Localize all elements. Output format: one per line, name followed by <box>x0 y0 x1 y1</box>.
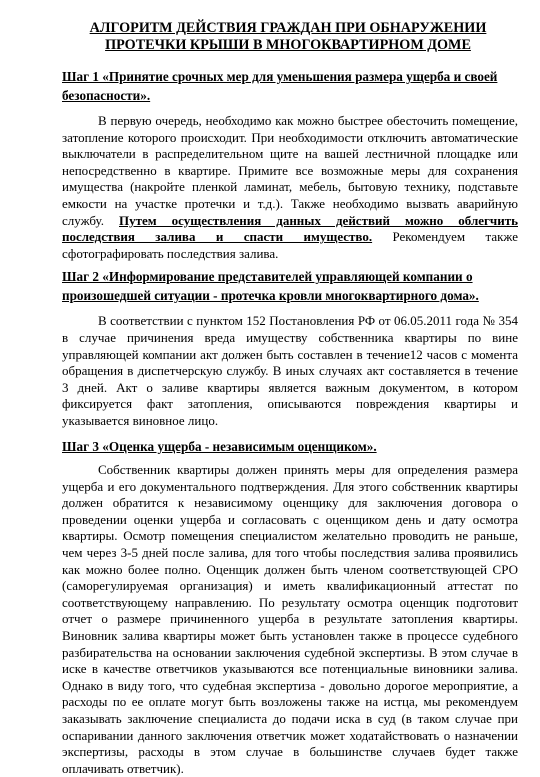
step-3-paragraph: Собственник квартиры должен принять меры для определения размера ущерба и его документального подтверждения. Для этого собственник квартиры должен обратится к независимому оценщику для заключения договора о проведении оценки ущерба и согласовать с оценщиком день и дату осмотра квартиры. Осмотр помещения специалистом желательно проводить не раньше, чем через 3-5 дней после залива, для того чтобы последствия залива проявились как можно более полно. Оценщик должен быть членом соответствующей СРО (саморегулируемая организация) и иметь квалификационный аттестат по соответствующему направлению. По результату осмотра оценщик подготовит отчет о размере причиненного ущерба в результате затопления квартиры. Виновник залива квартиры может быть установлен также в процессе судебного разбирательства на основании заключения судебной экспертизы. В этом случае в иске в качестве ответчиков указываются все потенциальные виновники залива. Однако в виду того, что судебная экспертиза - довольно дорогое мероприятие, а расходы по ее оплате могут быть возложены также на истца, мы рекомендуем заказывать заключение специалиста до подачи иска в суд (в таком случае при оспаривании данного заключения ответчик может ходатайствовать о назначении экспертизы, расходы в этом случае в большинстве случаев будет также оплачивать ответчик). <box>62 462 518 776</box>
title-line-1: АЛГОРИТМ ДЕЙСТВИЯ ГРАЖДАН ПРИ ОБНАРУЖЕНИИ <box>89 20 487 36</box>
title-line-2: ПРОТЕЧКИ КРЫШИ В МНОГОКВАРТИРНОМ ДОМЕ <box>105 37 471 53</box>
step-1-heading: Шаг 1 «Принятие срочных мер для уменьшения размера ущерба и своей безопасности». <box>62 69 498 103</box>
step-1-text: В первую очередь, необходимо как можно быстрее обесточить помещение, затопление которого происходит. При необходимости отключить автоматические выключатели в распределительном щите на вашей лестничной площадке или непосредственно в квартире. Примите все возможные меры для сохранения имущества (накройте пленкой ламинат, мебель, бытовую технику, подставьте емкости на участке протечки и т.д.). Также необходимо вызвать аварийную службу. <box>62 113 518 228</box>
step-1-emphasis: Путем осуществления данных действий можно облегчить последствия залива и спасти имущество. <box>62 212 518 245</box>
step-2-paragraph: В соответствии с пунктом 152 Постановления РФ от 06.05.2011 года № 354 в случае причинения вреда имуществу собственника квартиры по вине управляющей компании акт должен быть составлен в течение12 часов с момента обращения в диспетчерскую службу. В иных случаях акт составляется в течение 3 дней. Акт о заливе квартиры является важным документом, в котором фиксируется факт затопления, описываются повреждения квартиры и указывается виновное лицо. <box>62 313 518 428</box>
step-1-tail: Рекомендуем также сфотографировать последствия залива. <box>62 229 518 261</box>
step-2-heading: Шаг 2 «Информирование представителей управляющей компании о произошедшей ситуации - протечка кровли многоквартирного дома». <box>62 269 479 303</box>
step-3-heading: Шаг 3 «Оценка ущерба - независимым оценщиком». <box>62 438 377 454</box>
step-1-paragraph <box>62 113 518 262</box>
document-title <box>62 20 518 54</box>
